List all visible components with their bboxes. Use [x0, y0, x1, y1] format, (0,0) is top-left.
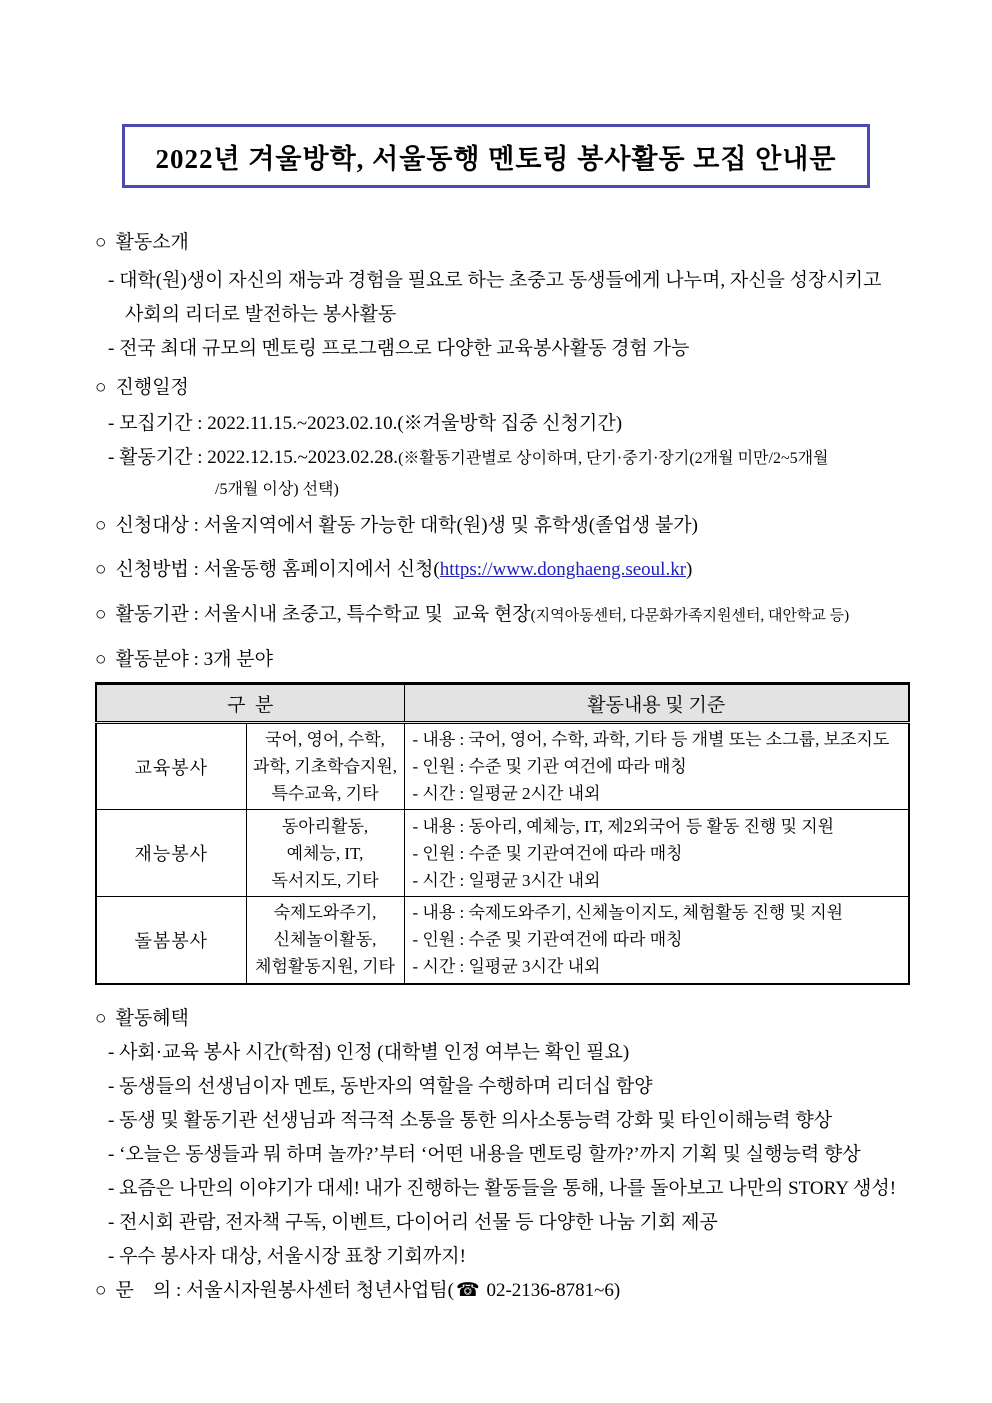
row-category: 재능봉사 [96, 810, 246, 897]
circle-bullet: ○ [95, 515, 107, 536]
benefit-item-2: - 동생들의 선생님이자 멘토, 동반자의 역할을 수행하며 리더십 함양 [108, 1076, 653, 1097]
section-heading-intro [95, 230, 189, 255]
row-subfields: 국어, 영어, 수학, 과학, 기초학습지원, 특수교육, 기타 [246, 723, 404, 810]
row-subfields: 동아리활동, 예체능, IT, 독서지도, 기타 [246, 810, 404, 897]
section-org [95, 602, 849, 629]
circle-bullet: ○ [95, 1280, 107, 1301]
row-details: - 내용 : 숙제도와주기, 신체놀이지도, 체험활동 진행 및 지원 - 인원 : 수준 및 기관여건에 따라 매칭 - 시간 : 일평균 3시간 내외 [404, 897, 909, 984]
table-header-row [96, 684, 909, 723]
schedule-item-recruit-period: - 모집기간 : 2022.11.15.~2023.02.10.(※겨울방학 집중 신청기간) [108, 413, 623, 434]
table-row-talent [96, 810, 909, 897]
intro-item-1: - 대학(원)생이 자신의 재능과 경험을 필요로 하는 초중고 동생들에게 나누며, 자신을 성장시키고 [108, 270, 882, 291]
donghaeng-link[interactable]: https://www.donghaeng.seoul.kr [439, 559, 687, 580]
contact-text-prefix: 문 의 : 서울시자원봉사센터 청년사업팀( [115, 1280, 455, 1301]
title-box [122, 124, 870, 188]
table-header-content: 활동내용 및 기준 [404, 684, 909, 723]
schedule-heading-text: 진행일정 [115, 377, 189, 398]
benefit-item-6: - 전시회 관람, 전자책 구독, 이벤트, 다이어리 선물 등 다양한 나눔 기회 제공 [108, 1212, 718, 1233]
benefits-heading-text: 활동혜택 [115, 1008, 189, 1029]
row-details: - 내용 : 국어, 영어, 수학, 과학, 기타 등 개별 또는 소그룹, 보조지도 - 인원 : 수준 및 기관 여건에 따라 매칭 - 시간 : 일평균 2시간 내외 [404, 723, 909, 810]
schedule-item-activity-period: - 활동기간 : 2022.12.15.~2023.02.28. (※활동기관별로 상이하며, 단기·중기·장기(2개월 미만/2~5개월 [108, 445, 829, 471]
page-title: 2022년 겨울방학, 서울동행 멘토링 봉사활동 모집 안내문 [155, 143, 837, 174]
method-text-prefix: 신청방법 : 서울동행 홈페이지에서 신청( [115, 559, 440, 580]
row-category: 교육봉사 [96, 723, 246, 810]
section-target [95, 513, 698, 538]
intro-item-2: - 전국 최대 규모의 멘토링 프로그램으로 다양한 교육봉사활동 경험 가능 [108, 338, 690, 359]
activity-fields-table [95, 682, 910, 985]
intro-item-1-cont: 사회의 리더로 발전하는 봉사활동 [125, 304, 397, 325]
schedule-item-activity-period-cont: /5개월 이상) 선택) [215, 481, 339, 498]
benefit-item-5: - 요즘은 나만의 이야기가 대세! 내가 진행하는 활동들을 통해, 나를 돌아보고 나만의 STORY 생성! [108, 1178, 897, 1199]
section-method [95, 557, 692, 582]
section-heading-schedule [95, 375, 189, 400]
circle-bullet: ○ [95, 377, 107, 398]
field-text: 활동분야 : 3개 분야 [115, 649, 273, 670]
circle-bullet: ○ [95, 1008, 107, 1029]
row-category: 돌봄봉사 [96, 897, 246, 984]
section-contact [95, 1278, 620, 1303]
circle-bullet: ○ [95, 232, 107, 253]
method-text-suffix: ) [686, 559, 693, 580]
circle-bullet: ○ [95, 649, 107, 670]
intro-heading-text: 활동소개 [115, 232, 189, 253]
row-details: - 내용 : 동아리, 예체능, IT, 제2외국어 등 활동 진행 및 지원 - 인원 : 수준 및 기관여건에 따라 매칭 - 시간 : 일평균 3시간 내외 [404, 810, 909, 897]
section-heading-benefits [95, 1006, 189, 1031]
org-text-small: (지역아동센터, 다문화가족지원센터, 대안학교 등) [530, 608, 850, 624]
circle-bullet: ○ [95, 559, 107, 580]
contact-phone-number: 02-2136-8781~6) [481, 1280, 621, 1301]
phone-icon: ☎ [456, 1280, 480, 1301]
target-text: 신청대상 : 서울지역에서 활동 가능한 대학(원)생 및 휴학생(졸업생 불가) [115, 515, 698, 536]
section-field [95, 647, 273, 672]
benefit-item-7: - 우수 봉사자 대상, 서울시장 표창 기회까지! [108, 1246, 466, 1267]
table-row-education [96, 723, 909, 810]
activity-period-note: (※활동기관별로 상이하며, 단기·중기·장기(2개월 미만/2~5개월 [398, 450, 829, 467]
table-row-care [96, 897, 909, 984]
org-text-main: 활동기관 : 서울시내 초중고, 특수학교 및 교육 현장 [115, 604, 531, 625]
table-header-category: 구 분 [96, 684, 404, 723]
benefit-item-1: - 사회·교육 봉사 시간(학점) 인정 (대학별 인정 여부는 확인 필요) [108, 1042, 630, 1063]
row-subfields: 숙제도와주기, 신체놀이활동, 체험활동지원, 기타 [246, 897, 404, 984]
circle-bullet: ○ [95, 604, 107, 625]
benefit-item-4: - ‘오늘은 동생들과 뭐 하며 놀까?’부터 ‘어떤 내용을 멘토링 할까?’까지 기획 및 실행능력 향상 [108, 1144, 861, 1165]
benefit-item-3: - 동생 및 활동기관 선생님과 적극적 소통을 통한 의사소통능력 강화 및 타인이해능력 향상 [108, 1110, 833, 1131]
